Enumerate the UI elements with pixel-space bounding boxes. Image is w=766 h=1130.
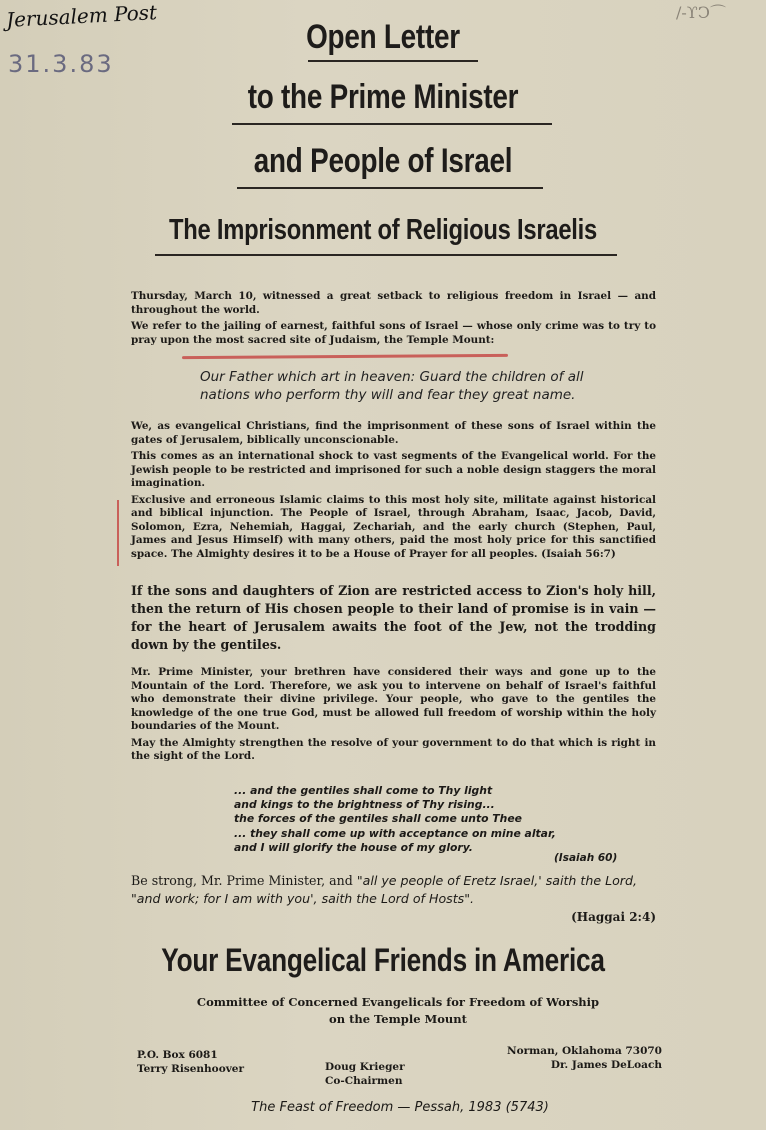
signatory-name: Doug Krieger (325, 1061, 405, 1073)
scripture-line: ... they shall come up with acceptance on mine altar, (234, 826, 556, 840)
signature-heading: Your Evangelical Friends in America (161, 942, 605, 978)
divider (308, 60, 478, 62)
closing-paragraph (131, 872, 656, 908)
paragraph: This comes as an international shock to vast segments of the Evangelical world. For the Jewish people to be restricted and imprisoned for such a noble design staggers the moral imagination. (131, 450, 656, 489)
committee-line: on the Temple Mount (329, 1012, 467, 1026)
city-address: Norman, Oklahoma 73070 (507, 1045, 662, 1057)
scripture-line: and I will glorify the house of my glory. (234, 840, 473, 854)
po-box: P.O. Box 6081 (137, 1049, 218, 1061)
scripture-citation: (Isaiah 60) (554, 852, 618, 864)
paragraph: Exclusive and erroneous Islamic claims to this most holy site, militate against historical and biblical injunction. The People of Israel, through Abraham, Isaac, Jacob, David, Solomon, Ezra, Nehemiah, Haggai, Zechariah, and the early church (Stephen, Paul, James and Jesus Himself) with many others, paid the most holy price for this sanctified space. The Almighty desires it to be a House of Prayer for all peoples. (Isaiah 56:7) (131, 493, 656, 560)
closing-text: Be strong, Mr. Prime Minister, and (131, 873, 357, 888)
appeal (131, 666, 656, 767)
committee-name (0, 994, 766, 1028)
footer-date: The Feast of Freedom — Pessah, 1983 (5743) (251, 1100, 549, 1115)
prayer-quote: Our Father which art in heaven: Guard the children of all nations who perform thy will and fear they great name. (200, 369, 584, 403)
signatory-name: Dr. James DeLoach (550, 1059, 662, 1071)
emphasis-paragraph: If the sons and daughters of Zion are restricted access to Zion's holy hill, then the return of His chosen people to their land of promise is in vain — for the heart of Jerusalem awaits the foot of the Jew, not the trodding down by the gentiles. (131, 583, 656, 652)
signatory-right (507, 1044, 662, 1072)
paragraph: We, as evangelical Christians, find the imprisonment of these sons of Israel within the gates of Jerusalem, biblically unconscionable. (131, 420, 656, 446)
intro (131, 290, 656, 350)
signatory-role: Co-Chairmen (325, 1075, 403, 1087)
body-paragraphs (131, 420, 656, 564)
closing-quote: "all ye people of Eretz Israel,' saith the Lord, "and work; for I am with you', saith the Lord of Hosts". (131, 873, 637, 906)
scripture-line: the forces of the gentiles shall come unto Thee (234, 812, 523, 826)
divider (155, 254, 617, 256)
divider (237, 187, 543, 189)
divider (232, 123, 552, 125)
signatory-center (325, 1060, 405, 1088)
committee-line: Committee of Concerned Evangelicals for Freedom of Worship (196, 995, 600, 1009)
handwritten-source: Jerusalem Post (5, 0, 158, 32)
signatory-left (137, 1048, 244, 1076)
heading-prime-minister: to the Prime Minister (247, 78, 519, 116)
subtitle: The Imprisonment of Religious Israelis (168, 214, 598, 246)
scripture-line: ... and the gentiles shall come to Thy light (234, 784, 493, 797)
closing-citation: (Haggai 2:4) (571, 910, 656, 924)
pencil-mark: /-ϒϽ⌒ (676, 3, 727, 22)
handwritten-date: 31.3.83 (8, 50, 114, 78)
red-pencil-underline (182, 354, 508, 359)
paragraph: May the Almighty strengthen the resolve of your government to do that which is right in the sight of the Lord. (131, 736, 656, 762)
scripture-quote (234, 784, 556, 855)
signatory-name: Terry Risenhoover (137, 1063, 245, 1075)
scripture-line: and kings to the brightness of Thy rising... (234, 798, 495, 812)
paragraph: Mr. Prime Minister, your brethren have considered their ways and gone up to the Mountain of the Lord. Therefore, we ask you to intervene on behalf of Israel's faithful who demonstrate their divine privilege. Your people, who gave to the gentiles the knowledge of the one true God, must be allowed full freedom of worship within the holy boundaries of the Mount. (131, 666, 656, 732)
intro-paragraph: We refer to the jailing of earnest, faithful sons of Israel — whose only crime was to try to pray upon the most sacred site of Judaism, the Temple Mount: (131, 320, 656, 346)
red-pencil-margin-mark (117, 500, 119, 566)
heading-open-letter: Open Letter (306, 18, 460, 56)
intro-paragraph: Thursday, March 10, witnessed a great setback to religious freedom in Israel — and throughout the world. (131, 290, 656, 316)
heading-people: and People of Israel (253, 142, 513, 180)
